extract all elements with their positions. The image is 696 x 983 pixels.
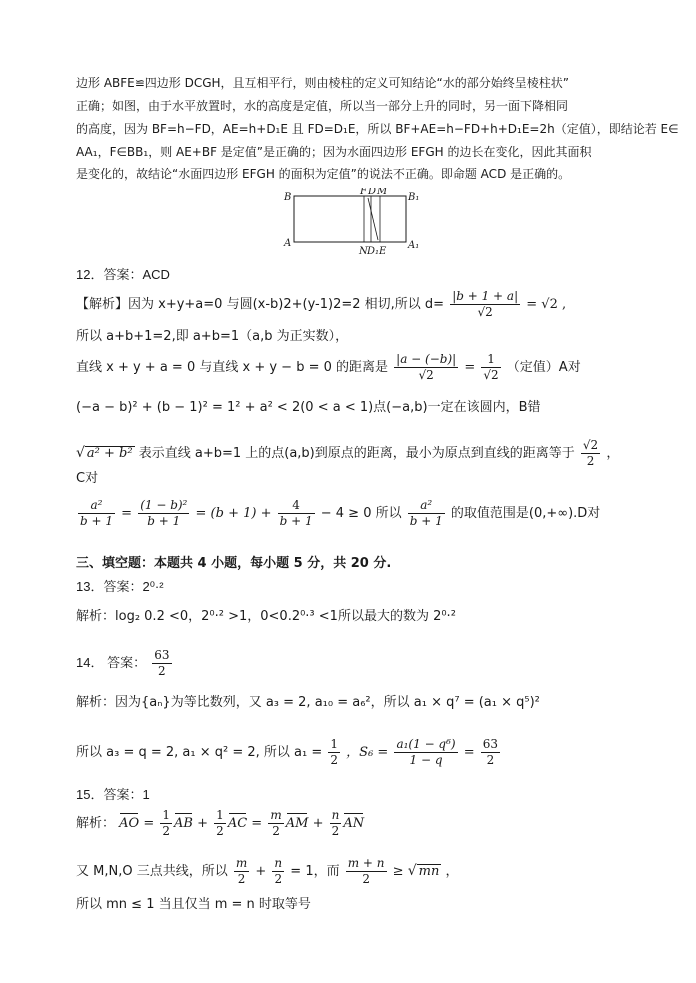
frac-den: 2: [237, 872, 246, 886]
q15-line-2: [76, 856, 459, 887]
label-D1: D₁: [367, 246, 380, 256]
q14-l2-s6: ，S₆ =: [346, 745, 389, 760]
frac-den: 1 − q: [409, 753, 443, 767]
q12-l7-end: 的取值范围是(0,+∞).D对: [450, 506, 601, 521]
frac-den: b + 1: [279, 514, 313, 528]
frac-den: b + 1: [409, 514, 443, 528]
q15-plus2: +: [312, 816, 324, 831]
q15-l2-plus: +: [255, 864, 267, 879]
q12-l7-frac1: [78, 498, 115, 529]
q15-l2-tail: ，: [445, 864, 459, 879]
q14-l2-eq: =: [463, 745, 475, 760]
label-M: M: [377, 188, 388, 197]
q12-l4-text: (−a − b)² + (b − 1)² = 1² + a² < 2(0 < a < 1)点(−a,b)一定在该圆内，B错: [76, 400, 541, 415]
vector-AM: AM: [286, 811, 309, 833]
frac-den: 2: [330, 753, 339, 767]
q13-analysis: 解析：log₂ 0.2 <0，2⁰·² >1，0<0.2⁰·³ <1所以最大的数为 2⁰·²: [76, 609, 456, 624]
frac-den: 2: [162, 824, 171, 838]
q12-l3-text: 直线 x + y + a = 0 与直线 x + y − b = 0 的距离是: [76, 360, 389, 375]
frac-den: 2: [586, 454, 595, 468]
frac-den: √2: [483, 368, 499, 382]
sqrt-sign: √: [76, 445, 85, 461]
intro-line-2: 正确；如图，由于水平放置时，水的高度是定值，所以当一部分上升的同时，另一面下降相同: [76, 99, 569, 113]
frac-den: 2: [216, 824, 224, 838]
vector-AB: AB: [174, 811, 193, 833]
q14-answer-label: 14． 答案：: [76, 655, 147, 670]
q12-l3-frac1: [394, 352, 458, 383]
q15-frac-m: [268, 808, 283, 839]
label-B: B: [284, 192, 292, 203]
figure-outer-rect: [294, 196, 406, 242]
label-A1: A₁: [408, 240, 420, 251]
label-A: A: [284, 238, 292, 249]
q15-l2-frac3: [346, 856, 387, 887]
frac-den: 2: [274, 872, 283, 886]
q12-answer: 12．答案：ACD: [76, 267, 170, 282]
intro-line-5: 是变化的，故结论“水面四边形 EFGH 的面积为定值”的说法不正确。即命题 ACD 是正确的。: [76, 167, 571, 181]
frac-num: 1: [330, 737, 339, 751]
vector-AN: AN: [343, 811, 364, 833]
q12-l7-frac4: [408, 498, 445, 529]
q12-l5-frac: [581, 438, 600, 469]
vector-AO: AO: [119, 811, 139, 833]
q12-line-3: [76, 352, 581, 383]
q12-line-2: 所以 a+b+1=2,即 a+b=1（a,b 为正实数），: [76, 329, 349, 344]
q15-line-1: [76, 808, 364, 839]
frac-num: m: [270, 808, 282, 822]
q15-frac-half-1: [160, 808, 172, 839]
q12-l7-frac2: [138, 498, 189, 529]
q15-plus: +: [197, 816, 209, 831]
frac-den: √2: [418, 368, 434, 382]
frac-num: a₁(1 − q⁶): [396, 737, 456, 751]
q14-l2-frac3: [481, 737, 500, 768]
frac-den: 2: [272, 824, 280, 838]
figure-line-diagonal: [368, 198, 378, 240]
frac-num: 1: [162, 808, 171, 822]
q12-line-6: C对: [76, 471, 99, 486]
frac-num: n: [331, 808, 340, 822]
intro-line-4: AA₁，F∈BB₁，则 AE+BF 是定值”是正确的；因为水面四边形 EFGH 的边长在变化，因此其面积: [76, 145, 592, 159]
frac-num: |b + 1 + a|: [452, 289, 519, 303]
q15-l2-sqrt: mn: [418, 864, 440, 879]
q12-line-5: [76, 438, 619, 469]
label-F: F: [360, 188, 367, 197]
section-3-heading: 三、填空题：本题共 4 小题，每小题 5 分，共 20 分.: [76, 556, 392, 571]
frac-num: a²: [408, 498, 445, 514]
q14-line-2: [76, 737, 502, 768]
q12-l7-mid: = (b + 1) +: [195, 506, 272, 521]
frac-den: 2: [362, 872, 370, 886]
q15-eq2: =: [251, 816, 263, 831]
q14-l2-text: 所以 a₃ = q = 2, a₁ × q² = 2, 所以 a₁ =: [76, 745, 323, 760]
q12-l7-frac3: [278, 498, 315, 529]
q15-l2-text: 又 M,N,O 三点共线，所以: [76, 864, 228, 879]
q12-l7-eq1: =: [121, 506, 133, 521]
frac-den: b + 1: [80, 514, 113, 528]
q12-line-7: [76, 498, 600, 529]
vector-AC: AC: [228, 811, 247, 833]
label-N: N: [359, 246, 368, 256]
q14-l2-frac1: [328, 737, 340, 768]
q14-line-1: 解析：因为{aₙ}为等比数列，又 a₃ = 2, a₁₀ = a₆²，所以 a₁ × q⁷ = (a₁ × q⁵)²: [76, 695, 540, 710]
q15-l2-mid: = 1，而: [290, 864, 340, 879]
q12-line-1: [76, 289, 566, 320]
label-B1: B₁: [408, 192, 420, 203]
q12-l1-frac: [450, 289, 520, 320]
frac-num: 63: [154, 648, 170, 662]
prism-figure: [280, 188, 420, 256]
q12-l7-ge: − 4 ≥ 0 所以: [320, 506, 402, 521]
q15-l1-label: 解析：: [76, 816, 116, 831]
frac-den: 2: [486, 753, 495, 767]
q12-l5-tail: ，: [606, 446, 620, 461]
frac-den: 2: [331, 824, 340, 838]
q14-answer-frac: [152, 648, 171, 679]
frac-num: |a − (−b)|: [396, 352, 457, 366]
frac-num: m + n: [347, 856, 385, 870]
q15-l2-frac2: [272, 856, 284, 887]
q15-eq: =: [143, 816, 155, 831]
q15-l2-ge: ≥: [392, 864, 404, 879]
q12-l3-eq: =: [464, 360, 476, 375]
frac-num: 1: [216, 808, 224, 822]
frac-num: n: [274, 856, 283, 870]
frac-num: √2: [582, 438, 599, 452]
q12-l1-text: 【解析】因为 x+y+a=0 与圆(x-b)2+(y-1)2=2 相切,所以 d=: [76, 297, 445, 312]
frac-num: 63: [482, 737, 499, 751]
q12-l5-sqrt: a² + b²: [86, 446, 133, 461]
frac-num: (1 − b)²: [140, 498, 188, 512]
q14-answer-line: [76, 648, 174, 679]
frac-den: √2: [477, 305, 493, 319]
label-D: D: [368, 188, 377, 197]
intro-line-3: 的高度，因为 BF=h−FD，AE=h+D₁E 且 FD=D₁E，所以 BF+AE=h−FD+h+D₁E=2h（定值），即结论若 E∈: [76, 122, 679, 136]
q12-l5-text: 表示直线 a+b=1 上的点(a,b)到原点的距离，最小为原点到直线的距离等于: [138, 446, 575, 461]
q14-l2-frac2: [394, 737, 457, 768]
label-E: E: [379, 246, 387, 256]
frac-num: 1: [481, 352, 500, 368]
q15-frac-n: [330, 808, 342, 839]
frac-num: m: [235, 856, 248, 870]
q15-answer: 15．答案：1: [76, 787, 150, 802]
frac-num: a²: [78, 498, 115, 514]
q15-l2-frac1: [234, 856, 249, 887]
q12-line-4: [76, 399, 541, 417]
q12-l3-frac2: [481, 352, 500, 383]
q12-l3-tail: （定值）A对: [506, 360, 581, 375]
frac-den: b + 1: [147, 514, 181, 528]
q15-frac-half-2: [214, 808, 226, 839]
q12-l1-tail: = √2 ,: [526, 297, 567, 312]
q15-line-3: 所以 mn ≤ 1 当且仅当 m = n 时取等号: [76, 897, 311, 912]
q13-answer: 13．答案：2⁰·²: [76, 579, 164, 594]
frac-den: 2: [158, 664, 166, 678]
intro-line-1: 边形 ABFE≌四边形 DCGH，且互相平行，则由棱柱的定义可知结论“水的部分始终呈棱柱状”: [76, 76, 569, 90]
frac-num: 4: [278, 498, 315, 514]
sqrt-sign: √: [407, 863, 417, 879]
